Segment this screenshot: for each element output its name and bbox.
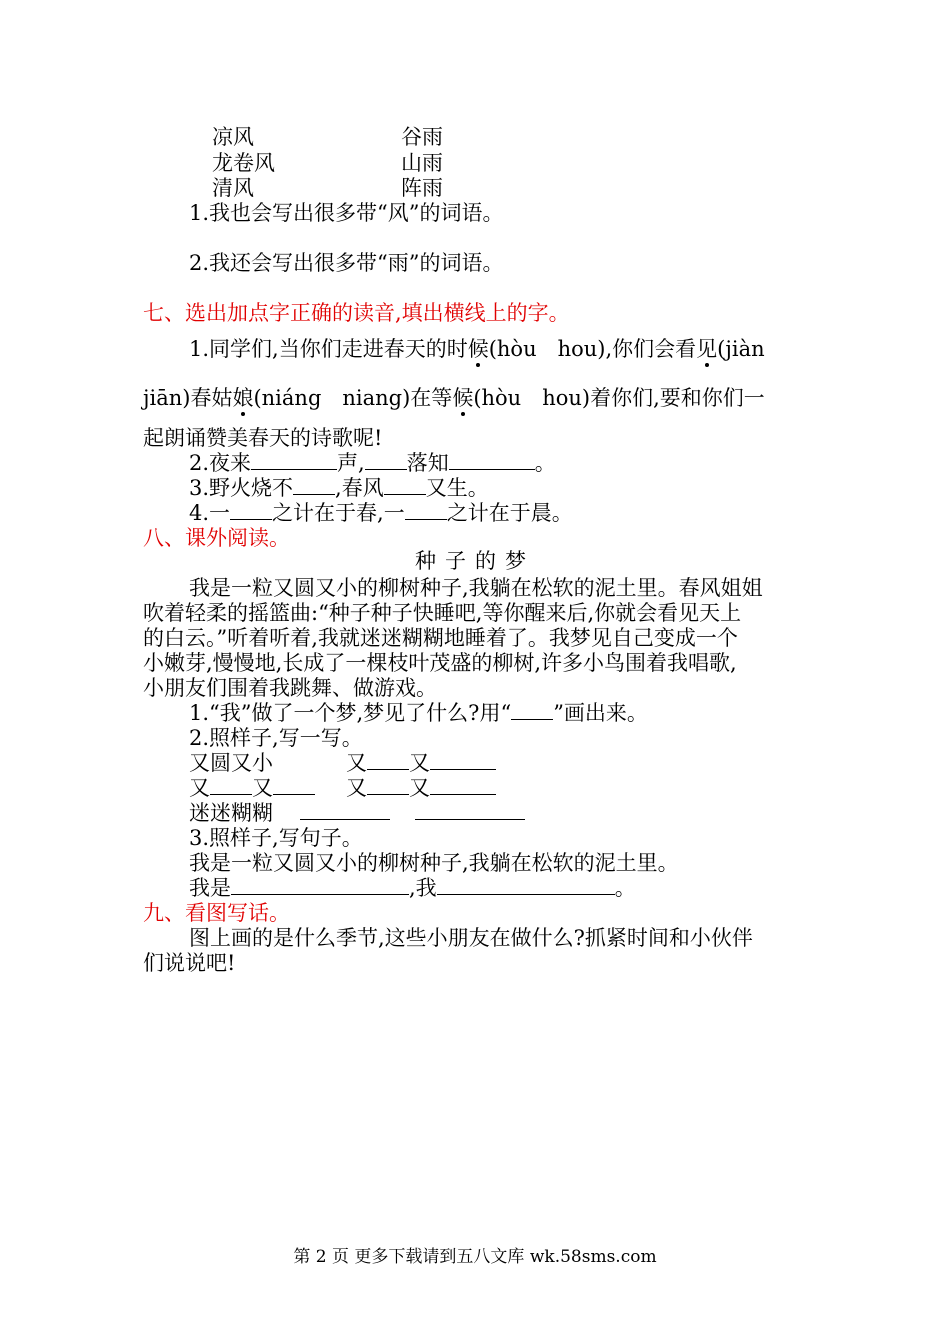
you-5: 又 [346,776,367,800]
sample-sentence: 我是一粒又圆又小的柳树种子,我躺在松软的泥土里。 [189,851,679,875]
blank-row-3 [300,800,525,826]
blank-11[interactable] [210,775,252,795]
q3-text-a: 3.野火烧不 [189,476,294,500]
fill-c: 。 [614,876,636,900]
you-4: 又 [252,776,273,800]
sec7-q2 [189,450,556,476]
blank-14[interactable] [430,775,496,795]
blank-4[interactable] [293,475,335,495]
you-3: 又 [189,776,210,800]
blank-1[interactable] [251,450,337,470]
pattern-row-1b [346,750,496,776]
blank-16[interactable] [415,800,525,820]
sec7-l2a: jiān)春姑 [143,386,233,410]
pattern-row-2a [189,775,315,801]
dotted-char-hou-2: 候 [452,386,474,410]
blank-3[interactable] [449,450,535,470]
story-title: 种子的梦 [415,549,535,573]
story-para-1: 我是一粒又圆又小的柳树种子,我躺在松软的泥土里。春风姐姐 [189,576,763,600]
q3-text-b: ,春风 [335,476,384,500]
you-1: 又 [346,751,367,775]
word-wind-1: 凉风 [212,125,254,149]
q2-text-c: 落知 [406,451,449,475]
dotted-char-jian: 见 [696,337,718,361]
sec7-q3 [189,475,489,501]
sec8-q2: 2.照样子,写一写。 [189,726,363,750]
page-footer: 第 2 页 更多下载请到五八文库 wk.58sms.com [293,1247,657,1267]
sec7-l1b: (hòu hou),你们会看 [488,337,697,361]
sec7-line-3: 起朗诵赞美春天的诗歌呢! [143,426,383,450]
word-wind-3: 清风 [212,176,254,200]
blank-6[interactable] [230,500,272,520]
q3-text-c: 又生。 [425,476,489,500]
section-9-title: 九、看图写话。 [143,901,290,925]
blank-2[interactable] [365,450,407,470]
sec8-q3: 3.照样子,写句子。 [189,826,363,850]
section-8-title: 八、课外阅读。 [143,526,290,550]
q2-text-b: 声, [337,451,365,475]
example-word-3: 迷迷糊糊 [189,801,273,825]
dotted-char-niang: 娘 [232,386,254,410]
you-2: 又 [409,751,430,775]
sec8-q1-b: ”画出来。 [553,701,648,725]
sec7-l2c: (hòu hou)着你们,要和你们一 [473,386,765,410]
sentence-fill [189,875,636,901]
sec7-l1c: (jiàn [717,337,765,361]
sec7-line-2 [143,385,765,411]
example-word-1: 又圆又小 [189,751,273,775]
sec7-l1a: 1.同学们,当你们走进春天的时 [189,337,468,361]
blank-9[interactable] [367,750,409,770]
dotted-char-hou: 候 [467,337,489,361]
q2-text-a: 2.夜来 [189,451,252,475]
blank-8[interactable] [511,700,553,720]
blank-17[interactable] [231,875,409,895]
story-para-4: 小嫩芽,慢慢地,长成了一棵枝叶茂盛的柳树,许多小鸟围着我唱歌, [143,651,737,675]
blank-5[interactable] [384,475,426,495]
story-para-5: 小朋友们围着我跳舞、做游戏。 [143,676,437,700]
blank-15[interactable] [300,800,390,820]
story-para-3: 的白云。”听着听着,我就迷迷糊糊地睡着了。我梦见自己变成一个 [143,626,738,650]
word-wind-2: 龙卷风 [212,151,275,175]
sec9-line-1: 图上画的是什么季节,这些小朋友在做什么?抓紧时间和小伙伴 [189,926,753,950]
section-7-title: 七、选出加点字正确的读音,填出横线上的字。 [143,301,570,325]
you-6: 又 [409,776,430,800]
sec7-l2b: (niáng niang)在等 [253,386,453,410]
sec9-line-2: 们说说吧! [143,951,236,975]
blank-13[interactable] [367,775,409,795]
sec8-q1-a: 1.“我”做了一个梦,梦见了什么?用“ [189,701,512,725]
blank-7[interactable] [405,500,447,520]
blank-12[interactable] [273,775,315,795]
story-para-2: 吹着轻柔的摇篮曲:“种子种子快睡吧,等你醒来后,你就会看见天上 [143,601,742,625]
q4-text-a: 4.一 [189,501,231,525]
word-rain-1: 谷雨 [401,125,443,149]
blank-18[interactable] [437,875,615,895]
fill-b: ,我 [409,876,437,900]
sec8-q1 [189,700,648,726]
word-rain-2: 山雨 [401,151,443,175]
q4-text-b: 之计在于春,一 [272,501,405,525]
question-rain-words: 2.我还会写出很多带“雨”的词语。 [189,251,504,275]
question-wind-words: 1.我也会写出很多带“风”的词语。 [189,201,504,225]
sec7-line-1 [189,336,765,362]
word-rain-3: 阵雨 [401,176,443,200]
sec7-q4 [189,500,573,526]
pattern-row-2b [346,775,496,801]
q2-text-d: 。 [534,451,556,475]
q4-text-c: 之计在于晨。 [446,501,573,525]
fill-a: 我是 [189,876,231,900]
blank-10[interactable] [430,750,496,770]
